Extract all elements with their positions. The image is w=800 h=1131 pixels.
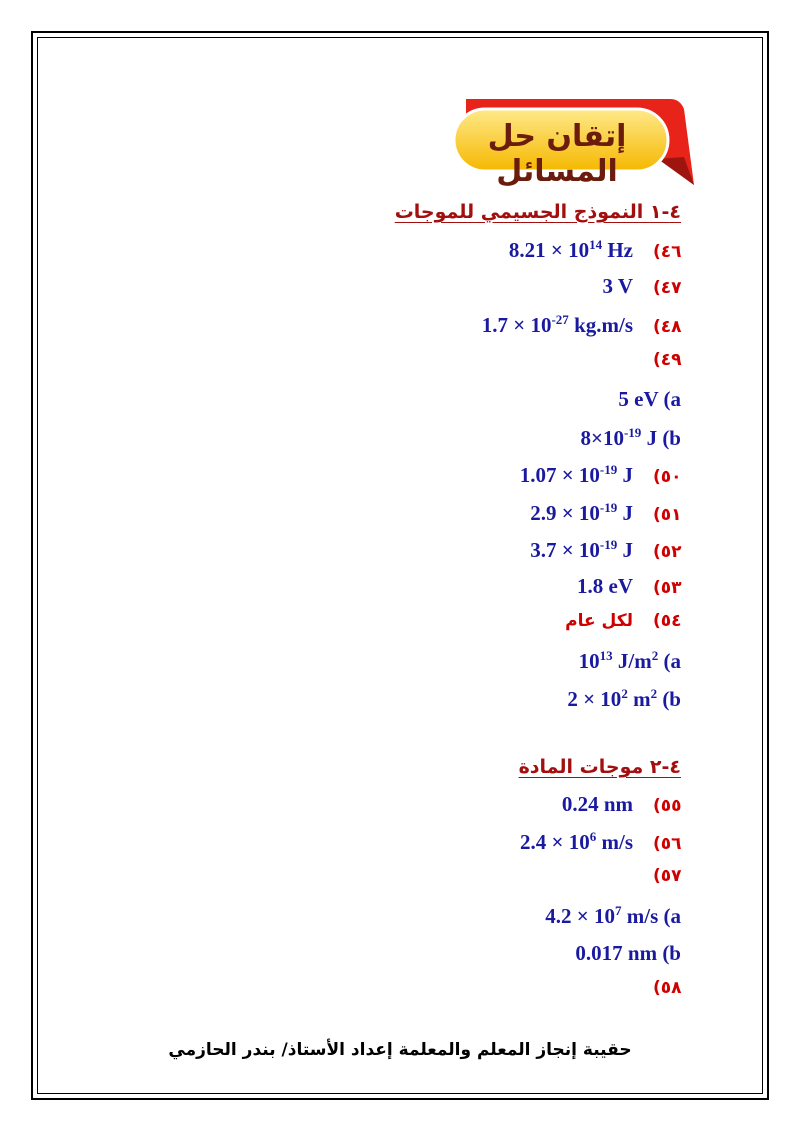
- question-number: (٥٠: [653, 467, 682, 487]
- page-border-inner: [37, 37, 763, 1094]
- answer-value: $8.21 \times 10^{14}$ Hz: [508, 237, 633, 262]
- answer-row-55: [562, 792, 681, 820]
- answer-value: $2.9 \times 10^{-19}$ J: [530, 500, 633, 525]
- question-number: (٥٥: [653, 796, 682, 816]
- question-number: (٤٦: [653, 242, 682, 262]
- answer-row-46: [509, 237, 681, 265]
- answer-value: $1.7 \times 10^{-27}$ kg.m/s: [481, 312, 633, 337]
- question-number: (٥٨: [653, 978, 682, 998]
- section-heading-2: ٤-٢ موجات المادة: [518, 756, 681, 778]
- banner-title: إتقان حل المسائل: [487, 119, 627, 189]
- answer-row-54: [565, 611, 681, 639]
- answer-54a: $10^{13}$ $J/m^2$ (a: [578, 648, 681, 673]
- answer-49b: $8\times 10^{-19}$ J (b: [580, 425, 681, 450]
- answer-row-51: [530, 500, 681, 528]
- answer-57a: $4.2 \times 10^7$ m/s (a: [545, 903, 681, 928]
- question-number: (٤٧: [653, 278, 682, 298]
- footer-credit: حقيبة إنجاز المعلم والمعلمة إعداد الأستاذ/ بندر الحازمي: [168, 1040, 632, 1060]
- question-number: (٥٧: [653, 866, 682, 886]
- answer-row-58: [633, 978, 681, 1006]
- question-number: (٥٣: [653, 578, 682, 598]
- section-heading-1: ٤-١ النموذج الجسيمي للموجات: [394, 201, 681, 223]
- question-number: (٤٩: [653, 350, 682, 370]
- answer-49a: 5 eV (a: [618, 387, 681, 411]
- answer-row-49: [633, 350, 681, 378]
- question-number: (٥٢: [653, 542, 682, 562]
- answer-row-57: [633, 866, 681, 894]
- question-number: (٤٨: [653, 317, 682, 337]
- answer-row-48: [482, 312, 681, 340]
- answer-54b: $2 \times 10^2$ $m^2$ (b: [567, 686, 681, 711]
- answer-value: $3.7 \times 10^{-19}$ J: [530, 537, 633, 562]
- answer-row-47: [602, 274, 681, 302]
- answer-value: 1.8 eV: [577, 574, 633, 598]
- title-banner: [448, 97, 696, 189]
- answer-value: 3 V: [602, 274, 633, 298]
- answer-row-56: [520, 829, 681, 857]
- question-number: (٥٤: [653, 611, 682, 631]
- question-number: (٥١: [653, 505, 682, 525]
- answer-label: لكل عام: [565, 611, 633, 631]
- question-number: (٥٦: [653, 834, 682, 854]
- answer-value: $2.4 \times 10^6$ m/s: [520, 829, 633, 854]
- answer-row-50: [520, 462, 681, 490]
- answer-row-53: [577, 574, 681, 602]
- answer-value: 0.24 nm: [561, 792, 633, 816]
- answer-57b: 0.017 nm (b: [575, 941, 681, 965]
- answer-value: $1.07 \times 10^{-19}$ J: [519, 462, 633, 487]
- answer-row-52: [530, 537, 681, 565]
